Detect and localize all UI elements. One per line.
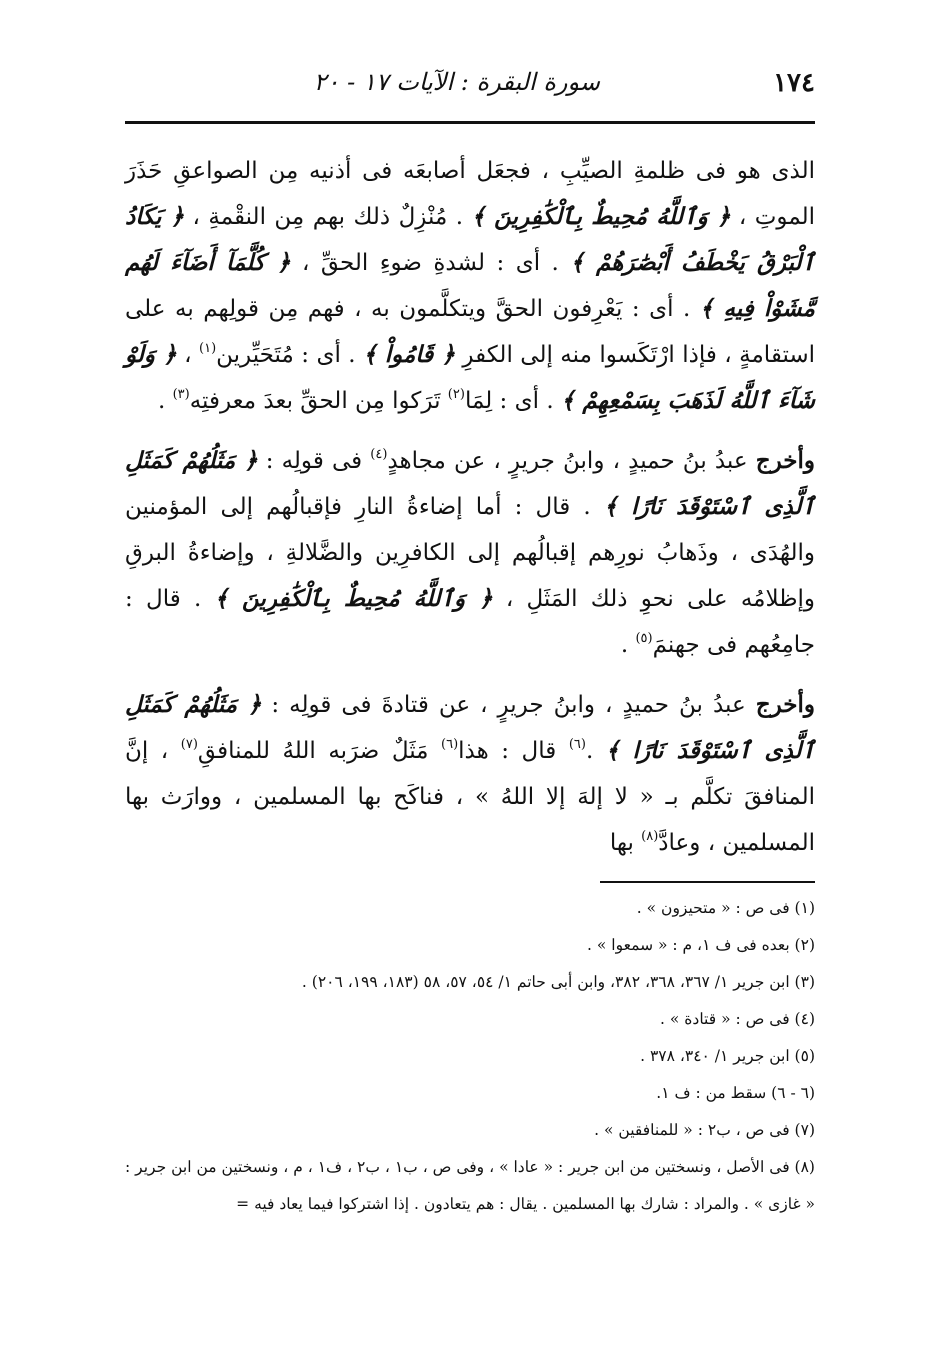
text-segment: . [157, 388, 166, 414]
text-segment: تَرَكوا مِن الحقِّ بعدَ معرفتِه [189, 388, 441, 414]
text-segment: . مُنْزِلٌ ذلك بهم مِن النقْمةِ ، [192, 204, 464, 230]
text-segment: . [585, 738, 594, 764]
footnote-1: (١) فى ص : « متحيزون » . [636, 899, 815, 917]
footnote-ref: (٣) [172, 387, 190, 402]
footnote-ref: (١) [199, 341, 217, 356]
running-title: سورة البقرة : الآيات ١٧ - ٢٠ [313, 68, 600, 96]
footnote-ref: (٦) [568, 737, 586, 752]
lead-word: وأخرج [755, 447, 816, 474]
paragraph-1 [125, 148, 815, 424]
quran-verse: ﴿ وَٱللَّهُ مُحِيطٌ بِٱلْكَٰفِرِينَ ﴾ [214, 585, 493, 612]
quran-verse: ﴿ مَثَلُهُمْ كَمَثَلِ ٱلَّذِى ٱسْتَوْقَدَ نَارًا ﴾ [125, 691, 816, 764]
footnote-6: (٦ - ٦) سقط من : ف ١. [656, 1084, 815, 1102]
footnote-4: (٤) فى ص : « قتادة » . [660, 1010, 815, 1028]
text-segment: الذى هو فى ظلمةِ الصيِّبِ ، فجعَل أصابعَه فى أذنيه مِن الصواعقِ حَذَرَ الموتِ ، [125, 158, 816, 230]
quran-verse: ﴿ وَٱللَّهُ مُحِيطٌ بِٱلْكَٰفِرِينَ ﴾ [471, 203, 731, 230]
footnote-ref: (٨) [641, 829, 659, 844]
footnote-8: (٨) فى الأصل ، ونسختين من ابن جرير : « عادا » ، وفى ص ، ب١ ، ب٢ ، ف١ ، م ، ونسختين من ابن جرير : « غازى » . والمراد : شارك بها المسلمين . يقال : هم يتعادون . إذا اشتركوا فيما يعاد فيه = [125, 1158, 815, 1213]
footnote-3: (٣) ابن جرير ١/ ٣٦٧، ٣٦٨، ٣٨٢، وابن أبى حاتم ١/ ٥٤، ٥٧، ٥٨ (١٨٣، ١٩٩، ٢٠٦) . [301, 973, 815, 991]
lead-word: وأخرج [755, 691, 815, 718]
text-segment: . [620, 632, 629, 658]
quran-verse: ﴿ يَكَادُ ٱلْبَرْقُ يَخْطَفُ أَبْصَٰرَهُمْ ﴾ [125, 203, 816, 276]
text-segment: . قال : جامِعُهم فى جهنمَ [125, 586, 815, 658]
footnote-7: (٧) فى ص ، ب٢ : « للمنافقين » . [594, 1121, 815, 1139]
text-segment: . أى : لشدةِ ضوءِ الحقِّ ، [301, 250, 559, 276]
footnotes [125, 890, 815, 1223]
text-segment: . أى : مُتَحَيِّرين [216, 342, 356, 368]
quran-verse: ﴿ مَثَلُهُمْ كَمَثَلِ ٱلَّذِى ٱسْتَوْقَدَ نَارًا ﴾ [125, 447, 815, 520]
text-segment: . أى : لِمَا [464, 388, 554, 414]
paragraph-2 [125, 438, 815, 668]
quran-verse: ﴿ قَامُواْ ﴾ [363, 341, 455, 368]
quran-verse: ﴿ كُلَّمَآ أَضَآءَ لَهُم مَّشَوْاْ فِيهِ ﴾ [125, 249, 815, 322]
header-rule [125, 121, 815, 124]
footnote-ref: (٦) [441, 737, 459, 752]
text-segment: عبدُ بنُ حميدٍ ، وابنُ جريرٍ ، عن قتادةَ فى قولِه : [271, 692, 746, 718]
footnote-2: (٢) بعده فى ف ١، م : « سمعوا » . [587, 936, 815, 954]
text-segment: . أى : يَعْرِفون الحقَّ ويتكلَّمون به ، فهم مِن قولِهم به على استقامةٍ ، فإذا ارْتَكَسوا منه إلى الكفرِ [125, 296, 816, 368]
footnote-ref: (٤) [370, 447, 388, 462]
footnote-5: (٥) ابن جرير ١/ ٣٤٠، ٣٧٨ . [640, 1047, 815, 1065]
paragraph-3 [125, 682, 815, 866]
page-header [125, 60, 815, 116]
footnote-ref: (٧) [180, 737, 198, 752]
footnote-rule [600, 881, 815, 883]
text-segment: بها [609, 830, 634, 856]
text-segment: ، إنَّ المنافقَ تكلَّم بـ « لا إلهَ إلا اللهُ » ، فناكَح بها المسلمين ، ووارَث بها المسلمين ، وعادَّ [125, 738, 815, 856]
text-segment: مَثَلٌ ضرَبه اللهُ للمنافقِ [197, 738, 429, 764]
main-text [125, 148, 815, 866]
text-segment: ، [184, 342, 192, 368]
footnote-ref: (٥) [635, 631, 653, 646]
text-segment: قال : هذا [458, 738, 557, 764]
footnote-ref: (٢) [447, 387, 465, 402]
page-number: ١٧٤ [773, 68, 815, 98]
text-segment: . قال : أما إضاءةُ النارِ فإقبالُهم إلى المؤمنين والهُدَى ، وذَهابُ نورِهم إقبالُهم إلى الكافرِين والضَّلالةِ ، وإضاءةُ البرقِ وإظلامُه على نحوِ ذلك المَثَلِ ، [125, 494, 816, 612]
quran-verse: ﴿ وَلَوْ شَآءَ ٱللَّهُ لَذَهَبَ بِسَمْعِهِمْ ﴾ [125, 341, 815, 414]
text-segment: عبدُ بنُ حميدٍ ، وابنُ جريرٍ ، عن مجاهدٍ [387, 448, 748, 474]
text-segment: فى قولِه : [265, 448, 363, 474]
